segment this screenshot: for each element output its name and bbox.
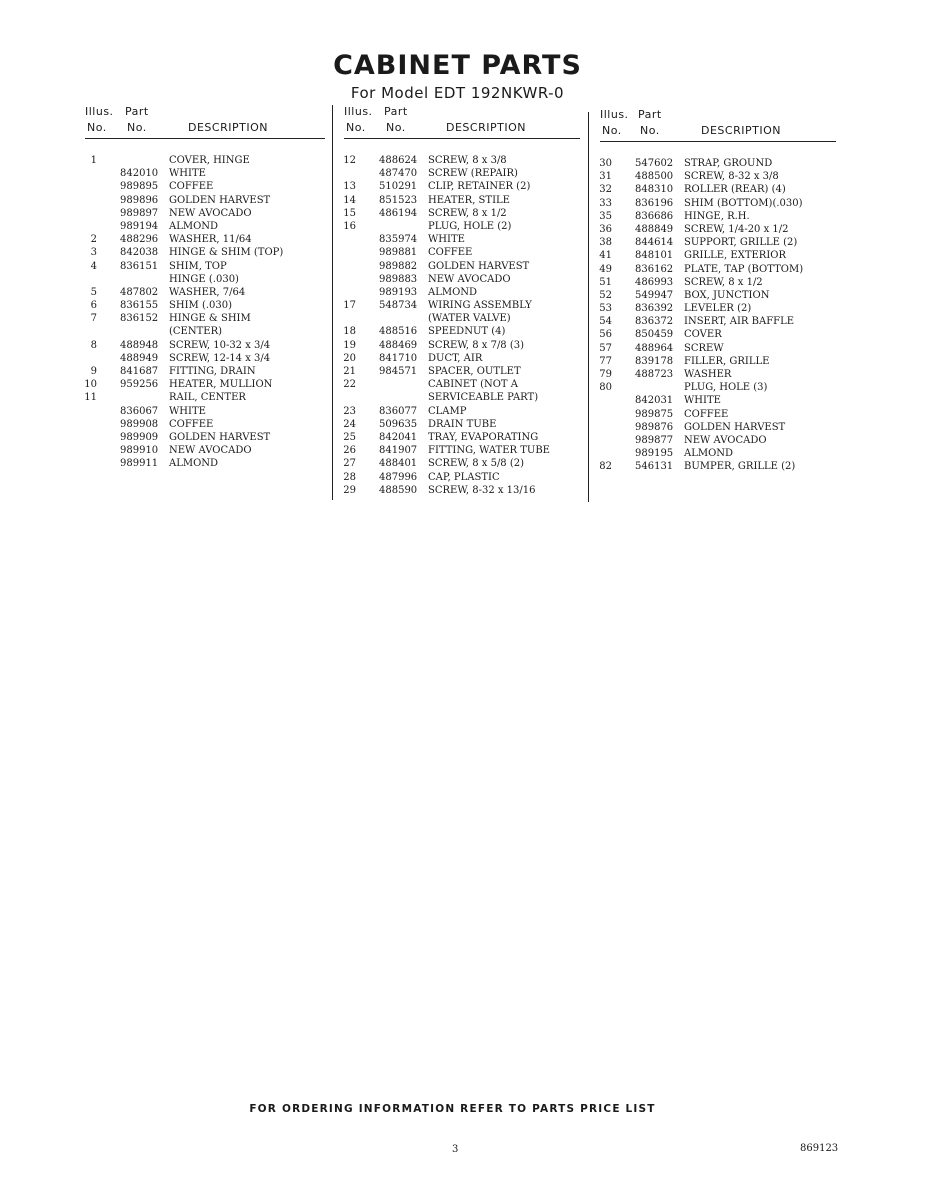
table-row xyxy=(344,233,580,246)
part-number: 836067 xyxy=(120,405,159,417)
part-number: 486993 xyxy=(635,276,674,288)
part-description: COFFEE xyxy=(169,181,214,193)
table-row xyxy=(600,236,836,249)
table-row xyxy=(85,220,325,233)
part-number: 488500 xyxy=(635,171,674,183)
part-description: RAIL, CENTER xyxy=(169,392,246,404)
illus-number: 26 xyxy=(343,445,356,457)
part-description: PLUG, HOLE (2) xyxy=(428,220,512,232)
part-number: 989882 xyxy=(379,260,418,272)
parts-column-2 xyxy=(344,103,580,497)
illus-number: 52 xyxy=(599,289,612,301)
part-description: WHITE xyxy=(169,168,206,180)
part-description: SCREW (REPAIR) xyxy=(428,168,518,180)
illus-number: 9 xyxy=(90,366,97,377)
part-description: SCREW, 8 x 7/8 (3) xyxy=(428,339,525,351)
part-description: SHIM (.030) xyxy=(169,300,233,312)
part-description: COVER, HINGE xyxy=(169,155,250,166)
illus-number: 2 xyxy=(90,234,97,246)
table-row xyxy=(85,260,325,273)
part-description: ALMOND xyxy=(684,448,734,460)
illus-number: 82 xyxy=(599,461,612,473)
table-row xyxy=(344,405,580,418)
table-row xyxy=(344,194,580,207)
part-number: 989908 xyxy=(120,418,159,430)
part-number: 989876 xyxy=(635,421,674,433)
table-row xyxy=(600,170,836,183)
table-row xyxy=(600,447,836,460)
table-row xyxy=(85,299,325,312)
illus-number: 29 xyxy=(343,484,356,496)
no-header: No. xyxy=(602,124,622,137)
part-no-header: No. xyxy=(386,121,406,134)
table-row xyxy=(85,418,325,431)
illus-number: 13 xyxy=(343,181,356,193)
table-row xyxy=(85,457,325,470)
part-description: PLATE, TAP (BOTTOM) xyxy=(684,263,804,275)
part-description: COVER xyxy=(684,329,722,341)
part-description: SCREW, 8 x 1/2 xyxy=(684,276,763,288)
table-row xyxy=(600,315,836,328)
table-row xyxy=(344,444,580,457)
part-number: 836372 xyxy=(635,316,674,328)
table-row xyxy=(600,302,836,315)
table-row xyxy=(85,194,325,207)
illus-header: Illus. xyxy=(344,105,373,118)
part-number: 989909 xyxy=(120,431,159,443)
part-number: 548734 xyxy=(379,300,418,312)
part-number: 989193 xyxy=(379,286,418,298)
table-row xyxy=(85,233,325,246)
part-description: WHITE xyxy=(428,234,465,246)
table-row xyxy=(600,460,836,473)
part-no-header: No. xyxy=(127,121,147,134)
part-description: SCREW, 8-32 x 13/16 xyxy=(428,484,536,496)
illus-number: 57 xyxy=(599,342,612,354)
part-description: SCREW, 8 x 5/8 (2) xyxy=(428,458,525,470)
part-description: NEW AVOCADO xyxy=(684,434,767,446)
illus-number: 8 xyxy=(90,339,97,351)
part-number: 488849 xyxy=(635,223,674,235)
table-row xyxy=(85,431,325,444)
part-number: 835974 xyxy=(379,234,418,246)
table-row xyxy=(85,365,325,378)
part-description: HEATER, MULLION xyxy=(169,379,273,391)
part-description: ROLLER (REAR) (4) xyxy=(684,184,786,196)
table-row xyxy=(344,220,580,233)
part-description: BOX, JUNCTION xyxy=(684,289,770,301)
part-number: 989875 xyxy=(635,408,674,420)
part-number: 841710 xyxy=(379,352,418,364)
illus-number: 11 xyxy=(84,392,97,404)
part-description: CAP, PLASTIC xyxy=(428,471,500,483)
part-description: CLAMP xyxy=(428,405,467,417)
part-number: 844614 xyxy=(635,237,674,249)
part-description: TRAY, EVAPORATING xyxy=(428,431,539,443)
table-row xyxy=(85,180,325,193)
part-description: SCREW, 8-32 x 3/8 xyxy=(684,171,779,183)
illus-number: 54 xyxy=(599,316,612,328)
part-number: 836162 xyxy=(635,263,674,275)
part-number: 488296 xyxy=(120,234,159,246)
part-number: 488723 xyxy=(635,369,674,380)
part-number: 547602 xyxy=(635,158,674,169)
part-number: 842041 xyxy=(379,431,418,443)
illus-number: 10 xyxy=(84,379,97,391)
table-row xyxy=(344,391,580,404)
illus-number: 16 xyxy=(343,220,356,232)
part-number: 989910 xyxy=(120,445,159,457)
table-row xyxy=(344,431,580,444)
part-description: HINGE & SHIM xyxy=(169,313,251,325)
table-row xyxy=(600,381,836,394)
part-number: 842038 xyxy=(120,247,159,259)
part-description: SCREW, 8 x 3/8 xyxy=(428,155,507,166)
table-row xyxy=(344,484,580,497)
part-number: 989911 xyxy=(120,458,159,470)
part-number: 984571 xyxy=(379,366,418,377)
table-row xyxy=(85,405,325,418)
table-row xyxy=(85,207,325,220)
illus-number: 32 xyxy=(599,184,612,196)
illus-number: 1 xyxy=(90,155,97,166)
table-row xyxy=(344,273,580,286)
parts-rows xyxy=(344,154,580,497)
part-header: Part xyxy=(384,105,408,118)
part-no-header: No. xyxy=(640,124,660,137)
table-row xyxy=(600,342,836,355)
illus-number: 77 xyxy=(599,355,612,367)
table-row xyxy=(344,167,580,180)
part-description: STRAP, GROUND xyxy=(684,158,773,169)
table-row xyxy=(344,286,580,299)
part-number: 549947 xyxy=(635,289,674,301)
header-rule xyxy=(600,141,836,142)
table-row xyxy=(85,378,325,391)
part-description: WASHER, 7/64 xyxy=(169,286,246,298)
page-number: 3 xyxy=(452,1144,459,1155)
table-row xyxy=(600,249,836,262)
part-description: WASHER, 11/64 xyxy=(169,234,252,246)
illus-number: 17 xyxy=(343,300,356,312)
part-description: COFFEE xyxy=(428,247,473,259)
no-header: No. xyxy=(346,121,366,134)
table-row xyxy=(85,444,325,457)
table-row xyxy=(85,273,325,286)
illus-number: 22 xyxy=(343,379,356,391)
part-description: NEW AVOCADO xyxy=(169,445,252,457)
illus-header: Illus. xyxy=(600,108,629,121)
part-number: 989883 xyxy=(379,273,418,285)
illus-number: 51 xyxy=(599,276,612,288)
table-row xyxy=(344,299,580,312)
part-number: 836686 xyxy=(635,210,674,222)
part-number: 488948 xyxy=(120,339,159,351)
ordering-footer: FOR ORDERING INFORMATION REFER TO PARTS PRICE LIST xyxy=(249,1103,656,1115)
part-number: 488624 xyxy=(379,155,418,166)
table-row xyxy=(85,312,325,325)
description-header: DESCRIPTION xyxy=(701,124,781,137)
illus-number: 12 xyxy=(343,155,356,166)
table-row xyxy=(600,183,836,196)
table-row xyxy=(600,223,836,236)
part-number: 488590 xyxy=(379,484,418,496)
column-header xyxy=(344,103,580,139)
part-description: FILLER, GRILLE xyxy=(684,355,770,367)
part-description: SPEEDNUT (4) xyxy=(428,326,506,338)
illus-number: 6 xyxy=(90,300,97,312)
part-description: SCREW, 12-14 x 3/4 xyxy=(169,352,271,364)
part-number: 848101 xyxy=(635,250,674,262)
part-description: SHIM, TOP xyxy=(169,260,227,272)
table-row xyxy=(600,328,836,341)
illus-number: 20 xyxy=(343,352,356,364)
part-number: 959256 xyxy=(120,379,159,391)
table-row xyxy=(344,246,580,259)
table-row xyxy=(600,210,836,223)
table-row xyxy=(344,418,580,431)
illus-number: 21 xyxy=(343,366,356,377)
illus-number: 36 xyxy=(599,223,612,235)
description-header: DESCRIPTION xyxy=(446,121,526,134)
table-row xyxy=(344,365,580,378)
part-description: SHIM (BOTTOM)(.030) xyxy=(684,197,803,209)
table-row xyxy=(344,471,580,484)
part-description: DRAIN TUBE xyxy=(428,418,497,430)
header-rule xyxy=(85,138,325,139)
part-description: SCREW, 1/4-20 x 1/2 xyxy=(684,223,789,235)
illus-number: 14 xyxy=(343,194,356,206)
table-row xyxy=(344,260,580,273)
table-row xyxy=(344,378,580,391)
part-description: HINGE, R.H. xyxy=(684,210,750,222)
part-description: PLUG, HOLE (3) xyxy=(684,382,768,394)
part-number: 836151 xyxy=(120,260,159,272)
part-description: HINGE & SHIM (TOP) xyxy=(169,247,284,259)
part-header: Part xyxy=(125,105,149,118)
part-description: GRILLE, EXTERIOR xyxy=(684,250,787,262)
illus-number: 23 xyxy=(343,405,356,417)
part-description: COFFEE xyxy=(684,408,729,420)
part-description: CLIP, RETAINER (2) xyxy=(428,181,531,193)
part-number: 989897 xyxy=(120,207,159,219)
illus-number: 80 xyxy=(599,382,612,394)
part-number: 487802 xyxy=(120,286,159,298)
illus-number: 56 xyxy=(599,329,612,341)
table-row xyxy=(85,352,325,365)
part-number: 486194 xyxy=(379,207,418,219)
table-row xyxy=(85,286,325,299)
parts-column-3 xyxy=(600,106,836,474)
part-description: SERVICEABLE PART) xyxy=(428,392,539,404)
header-rule xyxy=(344,138,580,139)
description-header: DESCRIPTION xyxy=(188,121,268,134)
part-description: GOLDEN HARVEST xyxy=(684,421,786,433)
part-number: 989877 xyxy=(635,434,674,446)
table-row xyxy=(600,276,836,289)
table-row xyxy=(344,339,580,352)
part-description: (WATER VALVE) xyxy=(428,313,511,325)
table-row xyxy=(600,368,836,381)
part-number: 546131 xyxy=(635,461,674,473)
part-number: 989895 xyxy=(120,181,159,193)
illus-number: 49 xyxy=(599,263,612,275)
part-description: ALMOND xyxy=(428,286,478,298)
part-number: 488949 xyxy=(120,352,159,364)
table-row xyxy=(85,246,325,259)
part-description: LEVELER (2) xyxy=(684,303,752,315)
table-row xyxy=(344,154,580,167)
part-number: 842010 xyxy=(120,168,159,180)
part-number: 488964 xyxy=(635,342,674,354)
part-description: (CENTER) xyxy=(169,326,223,338)
parts-column-1 xyxy=(85,103,325,471)
illus-number: 30 xyxy=(599,158,612,169)
part-description: CABINET (NOT A xyxy=(428,379,518,391)
illus-number: 31 xyxy=(599,171,612,183)
table-row xyxy=(600,289,836,302)
table-row xyxy=(85,325,325,338)
part-description: SPACER, OUTLET xyxy=(428,366,521,377)
part-description: DUCT, AIR xyxy=(428,352,483,364)
part-description: GOLDEN HARVEST xyxy=(169,194,271,206)
part-number: 989881 xyxy=(379,247,418,259)
part-number: 989896 xyxy=(120,194,159,206)
table-row xyxy=(600,408,836,421)
table-row xyxy=(600,434,836,447)
illus-number: 27 xyxy=(343,458,356,470)
part-description: INSERT, AIR BAFFLE xyxy=(684,316,795,328)
model-subtitle: For Model EDT 192NKWR-0 xyxy=(350,84,565,102)
column-divider xyxy=(332,105,333,500)
part-header: Part xyxy=(638,108,662,121)
illus-number: 33 xyxy=(599,197,612,209)
part-number: 989195 xyxy=(635,448,674,460)
illus-number: 24 xyxy=(343,418,356,430)
illus-number: 41 xyxy=(599,250,612,262)
table-row xyxy=(600,394,836,407)
part-number: 848310 xyxy=(635,184,674,196)
illus-number: 35 xyxy=(599,210,612,222)
part-number: 842031 xyxy=(635,395,674,407)
table-row xyxy=(600,263,836,276)
part-description: ALMOND xyxy=(169,220,219,232)
illus-header: Illus. xyxy=(85,105,114,118)
part-number: 836196 xyxy=(635,197,674,209)
part-number: 850459 xyxy=(635,329,674,341)
part-number: 851523 xyxy=(379,194,418,206)
illus-number: 25 xyxy=(343,431,356,443)
table-row xyxy=(600,157,836,170)
table-row xyxy=(344,312,580,325)
column-header xyxy=(85,103,325,139)
illus-number: 18 xyxy=(343,326,356,338)
illus-number: 79 xyxy=(599,369,612,380)
table-row xyxy=(85,167,325,180)
part-description: WIRING ASSEMBLY xyxy=(428,300,532,312)
part-description: SCREW, 8 x 1/2 xyxy=(428,207,507,219)
no-header: No. xyxy=(87,121,107,134)
part-number: 836077 xyxy=(379,405,418,417)
illus-number: 19 xyxy=(343,339,356,351)
part-description: SCREW, 10-32 x 3/4 xyxy=(169,339,271,351)
part-number: 487470 xyxy=(379,168,418,180)
column-divider xyxy=(588,112,589,502)
part-number: 836155 xyxy=(120,300,159,312)
part-description: COFFEE xyxy=(169,418,214,430)
table-row xyxy=(344,352,580,365)
table-row xyxy=(600,421,836,434)
part-number: 836392 xyxy=(635,303,674,315)
part-number: 841687 xyxy=(120,366,159,377)
illus-number: 53 xyxy=(599,303,612,315)
part-description: BUMPER, GRILLE (2) xyxy=(684,461,796,473)
parts-rows xyxy=(85,154,325,471)
part-number: 488469 xyxy=(379,339,418,351)
page-title: CABINET PARTS xyxy=(333,50,582,81)
part-description: FITTING, WATER TUBE xyxy=(428,445,550,457)
part-description: GOLDEN HARVEST xyxy=(428,260,530,272)
table-row xyxy=(85,391,325,404)
part-description: SCREW xyxy=(684,342,724,354)
part-number: 488516 xyxy=(379,326,418,338)
part-description: NEW AVOCADO xyxy=(428,273,511,285)
part-description: GOLDEN HARVEST xyxy=(169,431,271,443)
parts-rows xyxy=(600,157,836,474)
part-number: 989194 xyxy=(120,220,159,232)
part-description: NEW AVOCADO xyxy=(169,207,252,219)
illus-number: 38 xyxy=(599,237,612,249)
part-description: FITTING, DRAIN xyxy=(169,366,256,377)
part-number: 487996 xyxy=(379,471,418,483)
illus-number: 28 xyxy=(343,471,356,483)
part-description: WHITE xyxy=(169,405,206,417)
illus-number: 7 xyxy=(90,313,97,325)
part-number: 510291 xyxy=(379,181,418,193)
illus-number: 4 xyxy=(90,260,97,272)
table-row xyxy=(600,197,836,210)
table-row xyxy=(344,325,580,338)
table-row xyxy=(85,154,325,167)
part-number: 841907 xyxy=(379,445,418,457)
part-number: 836152 xyxy=(120,313,159,325)
illus-number: 5 xyxy=(90,286,97,298)
part-number: 839178 xyxy=(635,355,674,367)
part-description: SUPPORT, GRILLE (2) xyxy=(684,237,798,249)
part-number: 488401 xyxy=(379,458,418,470)
illus-number: 15 xyxy=(343,207,356,219)
part-description: ALMOND xyxy=(169,458,219,470)
table-row xyxy=(600,355,836,368)
illus-number: 3 xyxy=(90,247,97,259)
part-number: 509635 xyxy=(379,418,418,430)
part-description: HEATER, STILE xyxy=(428,194,510,206)
part-description: HINGE (.030) xyxy=(169,273,239,285)
document-number: 869123 xyxy=(800,1143,839,1154)
table-row xyxy=(344,457,580,470)
column-header xyxy=(600,106,836,142)
table-row xyxy=(344,207,580,220)
table-row xyxy=(85,339,325,352)
part-description: WASHER xyxy=(684,369,732,380)
part-description: WHITE xyxy=(684,395,721,407)
table-row xyxy=(344,180,580,193)
